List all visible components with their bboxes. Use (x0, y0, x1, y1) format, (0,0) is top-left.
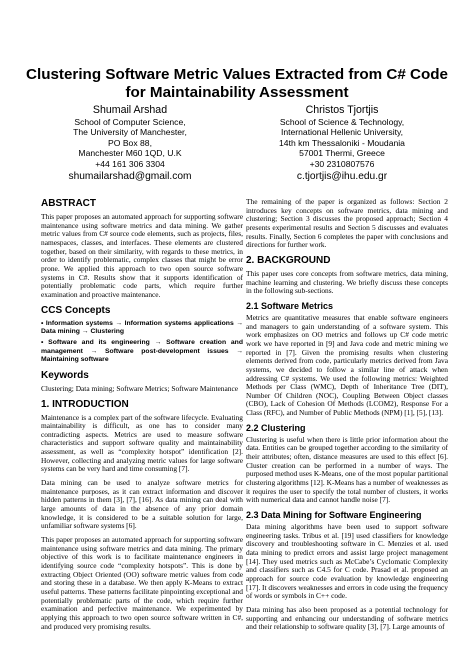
introduction-heading: 1. INTRODUCTION (41, 398, 129, 410)
author-2-affiliation-line: 57001 Thermi, Greece (299, 148, 385, 159)
right-column (246, 198, 448, 637)
data-mining-paragraph: Data mining has also been proposed as a potential technology for supporting and enhancing our understanding of software metrics and their relationship to software quality [3], [7]. Large amounts of (246, 604, 448, 632)
author-1-affiliation-line: School of Computer Science, (74, 117, 186, 127)
paper-title-line-2: for Maintainability Assessment (125, 83, 349, 101)
author-2-affiliation-line: 14th km Thessaloniki - Moudania (279, 137, 405, 148)
author-1-affiliation-line: The University of Manchester, (73, 127, 187, 138)
data-mining-heading: 2.3 Data Mining for Software Engineering (246, 510, 422, 521)
author-1-phone: +44 161 306 3304 (95, 158, 165, 169)
ccs-heading: CCS Concepts (41, 304, 111, 316)
background-text: This paper uses core concepts from software metrics, data mining, machine learning and clustering. We briefly discuss these concepts in the following sub-sections. (246, 268, 448, 296)
author-2-name: Christos Tjortjis (305, 104, 379, 116)
author-1-affiliation-line: Manchester M60 1QD, U.K (78, 148, 182, 159)
paper-title (20, 66, 454, 101)
keywords-text: Clustering; Data mining; Software Metrics; Software Maintenance (41, 383, 239, 393)
author-2-affiliation-line: School of Science & Technology, (279, 117, 405, 127)
keywords-heading: Keywords (41, 369, 89, 381)
author-2-affiliation-line: International Hellenic University, (280, 127, 404, 138)
data-mining-paragraph: Data mining algorithms have been used to support software engineering tasks. Tribus et al. [19] used classifiers for knowledge discovery and troubleshooting software in C. Menzies et al. used data mining to predict errors and assist large project management [14]. They used metrics such as McCabe’s Cyclomatic Complexity and classifiers such as C4.5 for C code. Prasad et al. proposed an approach for source code evaluation by knowledge engineering [17]. It discovers weaknesses and errors in code using the frequency of words or symbols in C++ code. (246, 522, 448, 601)
software-metrics-text: Metrics are quantitative measures that enable software engineers and managers to gain understanding of a software system. This work emphasizes on OO metrics and follows up C# code metric work we have reported in [9] and Java code and metric mining we reported in [7]. Given the promising results when clustering elements derived from code, particularly metrics derived from Java systems, we decided to follow a similar line of attack when addressing C# systems. We used the following metrics: Weighted Methods per Class (WMC), Depth of Inheritance Tree (DIT), Number Of Children (NOC), Coupling Between Object classes (CBO), Lack of Cohesion Of Methods (LCOM2), Response For a Class (RFC), and Number of Public Methods (NPM) [1], [5], [13]. (246, 312, 448, 418)
author-1-email[interactable]: shumailarshad@gmail.com (68, 171, 192, 183)
ccs-concept: • Information systems → Information systems applications → Data mining → Clustering (41, 319, 243, 336)
clustering-heading: 2.2 Clustering (246, 422, 306, 433)
ccs-concept: • Software and its engineering → Software creation and management → Software post-development issues → Maintaining software (41, 338, 243, 364)
left-column (41, 198, 243, 636)
introduction-continuation: The remaining of the paper is organized as follows: Section 2 introduces key concepts on software metrics, data mining and clustering; Section 3 discusses the proposed approach; Section 4 presents experimental results and Section 5 discusses and evaluates results. Finally, Section 6 completes the paper with conclusions and directions for further work. (246, 197, 448, 250)
abstract-heading: ABSTRACT (41, 198, 96, 209)
author-2-email[interactable]: c.tjortjis@ihu.edu.gr (296, 171, 388, 183)
author-1-affiliation-line: PO Box 88, (108, 137, 152, 148)
author-2 (242, 104, 442, 183)
abstract-text: This paper proposes an automated approach for supporting software maintenance using software metrics and data mining. We gather metric values from C# source code elements, such as projects, files, namespaces, classes, and interfaces. These elements are clustered together, based on their similarity, with regards to these metrics, in order to identify problematic, complex classes that might be error prone. We applied this approach to two open source software systems in C#. Results show that it supports identification of potentially problematic code parts, which require further examination and proactive maintenance. (41, 212, 243, 299)
author-2-phone: +30 2310807576 (309, 158, 375, 169)
clustering-text: Clustering is useful when there is little prior information about the data. Entities can be grouped together according to the similarity of their attributes; often, distance measures are used to this effect [6]. Cluster creation can be performed in a number of ways. The purposed method uses K-Means, one of the most popular partitional clustering algorithms [12]. K-Means has a number of weaknesses as it requires the user to specify the total number of clusters, it works with numerical data and cannot handle noise [7]. (246, 434, 448, 505)
introduction-paragraph: Data mining can be used to analyze software metrics for maintenance purposes, as it can extract information and discover hidden patterns in them [3], [7], [16]. As data mining can deal with large amounts of data in the absence of any prior domain knowledge, it is considered to be a suitable solution for large, unfamiliar software systems [6]. (41, 478, 243, 531)
author-1 (30, 104, 230, 183)
introduction-paragraph: Maintenance is a complex part of the software lifecycle. Evaluating maintainability is difficult, as one has to consider many contradicting aspects. Metrics are used to measure software characteristics and support software quality and maintainability assessment, as well as “complexity hotspot” identification [2]. However, collecting and analyzing metric values for large software systems can be very hard and time consuming [7]. (41, 412, 243, 474)
background-heading: 2. BACKGROUND (246, 254, 331, 266)
introduction-paragraph: This paper proposes an automated approach for supporting software maintenance using software metrics and data mining. The primary objective of this work is to facilitate maintenance engineers in identifying source code “complexity hotspots”. This is done by extracting Object Oriented (OO) software metric values from code and storing these in a database. We then apply K-Means to extract useful patterns. These patterns facilitate pinpointing exceptional and potentially problematic parts of the code, which require further examination and perfective maintenance. We experimented by applying this approach to two open source software written in C#, and produced very promising results. (41, 535, 243, 631)
author-1-name: Shumail Arshad (92, 104, 168, 116)
software-metrics-heading: 2.1 Software Metrics (246, 300, 334, 311)
paper-title-line-1: Clustering Software Metric Values Extracted from C# Code (26, 66, 448, 83)
